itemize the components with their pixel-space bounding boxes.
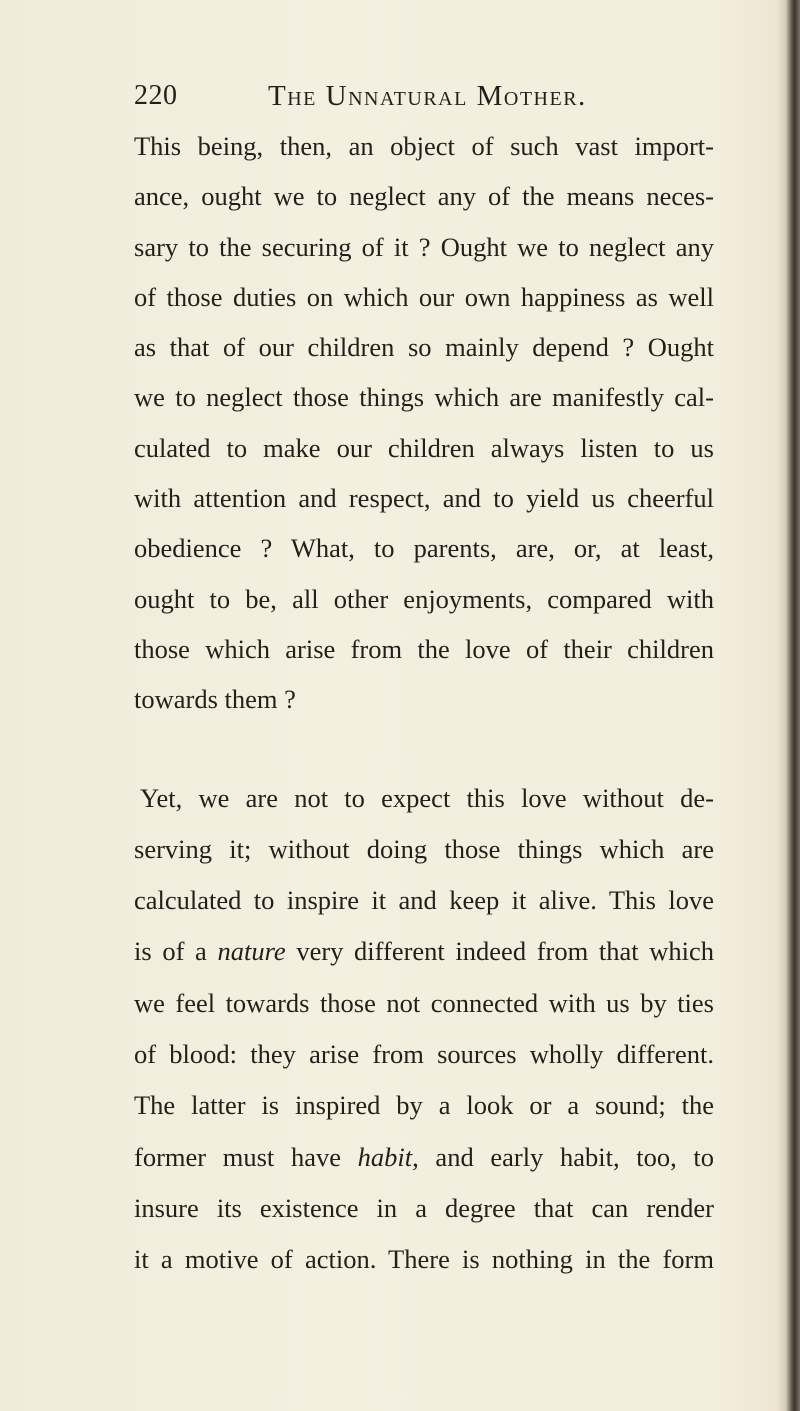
italic-word: nature <box>217 936 286 967</box>
text-line: with attention and respect, and to yield us cheerful <box>134 483 714 514</box>
page-number: 220 <box>134 80 178 111</box>
text-line: serving it; without doing those things which are <box>134 833 714 864</box>
text-line <box>134 926 714 977</box>
italic-word: habit <box>357 1141 413 1172</box>
text-line: Yet, we are not to expect this love without de- <box>140 782 714 813</box>
running-head: The Unnatural Mother. <box>268 80 587 112</box>
text-line: we to neglect those things which are manifestly cal- <box>134 382 714 413</box>
text-line: those which arise from the love of their children <box>134 633 714 664</box>
text-line: sary to the securing of it ? Ought we to neglect any <box>134 231 714 262</box>
text-fragment: is of a <box>134 936 218 967</box>
text-line: we feel towards those not connected with us by ties <box>134 987 714 1018</box>
text-line: ance, ought we to neglect any of the means neces- <box>134 181 714 212</box>
page-header <box>134 80 734 120</box>
text-line: insure its existence in a degree that can render <box>134 1192 714 1223</box>
book-binding-edge <box>786 0 800 1411</box>
body-text <box>134 121 714 1286</box>
paragraph-2 <box>134 773 714 1286</box>
text-fragment: former must have <box>134 1141 358 1172</box>
text-line: This being, then, an object of such vast import- <box>134 131 714 161</box>
text-line: it a motive of action. There is nothing in the form <box>134 1244 714 1275</box>
text-fragment: , and early habit, too, to <box>412 1141 715 1172</box>
paragraph-1 <box>134 121 714 725</box>
text-line: culated to make our children always listen to us <box>134 432 714 463</box>
text-line: calculated to inspire it and keep it alive. This love <box>134 885 714 916</box>
text-line: as that of our children so mainly depend ? Ought <box>134 332 714 363</box>
text-fragment: very different indeed from that which <box>285 936 715 967</box>
binding-shadow <box>776 0 786 1411</box>
text-line: of those duties on which our own happiness as well <box>134 281 714 312</box>
text-line: ought to be, all other enjoyments, compared with <box>134 583 714 614</box>
text-line: obedience ? What, to parents, are, or, at least, <box>134 533 714 564</box>
paragraph-gap <box>134 725 714 773</box>
text-line: of blood: they arise from sources wholly different. <box>134 1039 714 1070</box>
text-line: towards them ? <box>134 684 296 715</box>
text-line <box>134 1132 714 1183</box>
text-line: The latter is inspired by a look or a sound; the <box>134 1090 714 1121</box>
